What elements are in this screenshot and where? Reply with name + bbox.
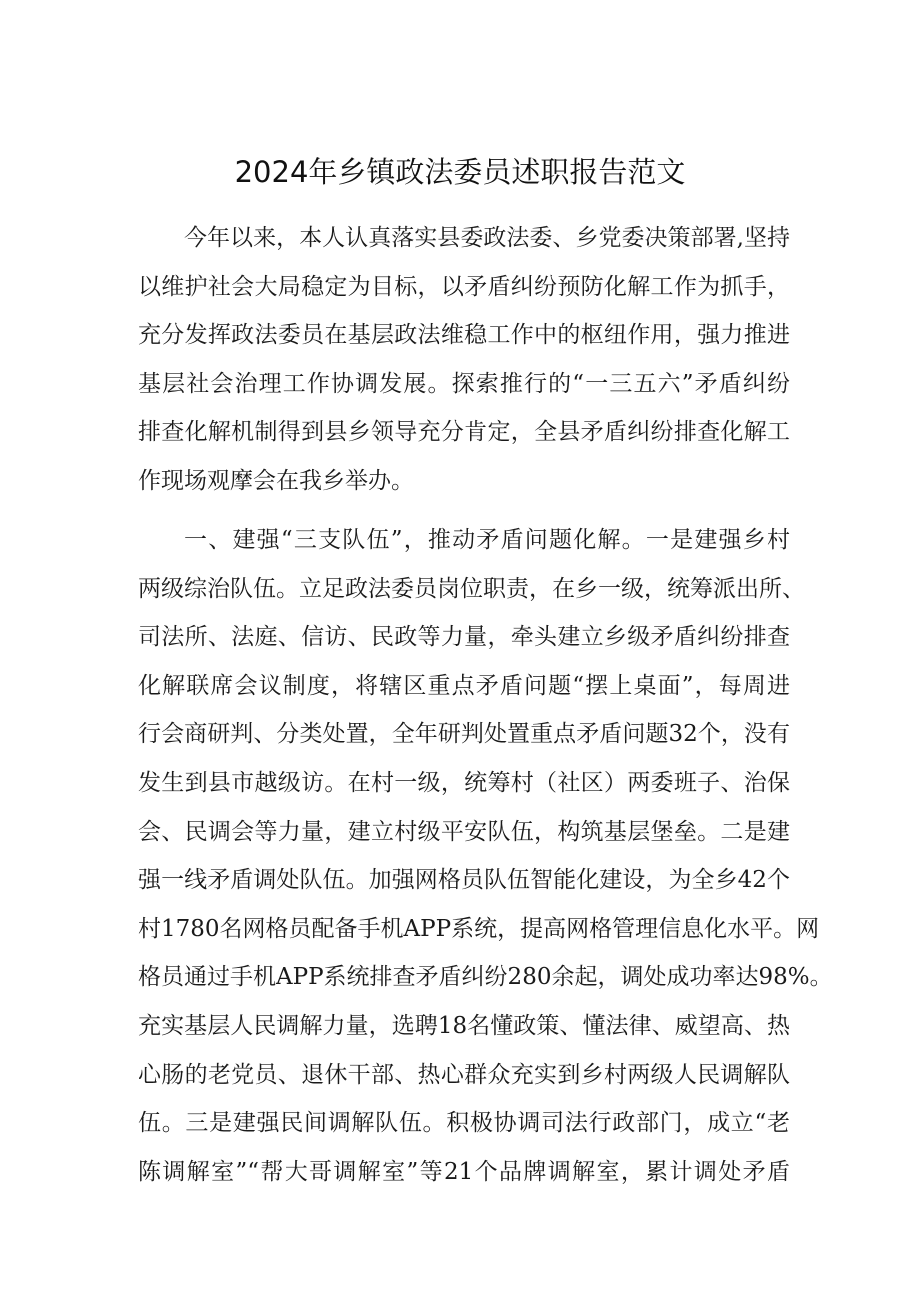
- paragraph-line: 村1780名网格员配备手机APP系统，提高网格管理信息化水平。网: [138, 915, 820, 942]
- paragraph-line: 发生到县市越级访。在村一级，统筹村（社区）两委班子、治保: [138, 769, 790, 796]
- paragraph-line: 作现场观摩会在我乡举办。: [138, 467, 414, 494]
- paragraph-line: 化解联席会议制度，将辖区重点矛盾问题“摆上桌面”，每周进: [138, 672, 790, 699]
- paragraph-line: 充分发挥政法委员在基层政法维稳工作中的枢纽作用，强力推进: [138, 322, 790, 349]
- paragraph-line: 两级综治队伍。立足政法委员岗位职责，在乡一级，统筹派出所、: [138, 575, 805, 602]
- paragraph-line: 司法所、法庭、信访、民政等力量，牵头建立乡级矛盾纠纷排查: [138, 624, 790, 651]
- document-title: 2024年乡镇政法委员述职报告范文: [234, 155, 686, 189]
- paragraph-section-one: [138, 516, 833, 1196]
- paragraph-line: 会、民调会等力量，建立村级平安队伍，构筑基层堡垒。二是建: [138, 818, 790, 845]
- paragraph-line: 心肠的老党员、退休干部、热心群众充实到乡村两级人民调解队: [138, 1061, 790, 1088]
- paragraph-line: 一、建强“三支队伍”，推动矛盾问题化解。一是建强乡村: [184, 527, 790, 553]
- paragraph-line: 伍。三是建强民间调解队伍。积极协调司法行政部门，成立“老: [138, 1110, 790, 1137]
- paragraph-line: 行会商研判、分类处置，全年研判处置重点矛盾问题32个，没有: [138, 721, 790, 748]
- paragraph-line: 以维护社会大局稳定为目标，以矛盾纠纷预防化解工作为抓手，: [138, 273, 790, 300]
- paragraph-line: 充实基层人民调解力量，选聘18名懂政策、懂法律、威望高、热: [138, 1012, 790, 1039]
- paragraph-line: 陈调解室”“帮大哥调解室”等21个品牌调解室，累计调处矛盾: [138, 1158, 790, 1185]
- paragraph-line: 基层社会治理工作协调发展。探索推行的“一三五六”矛盾纠纷: [138, 370, 790, 397]
- paragraph-line: 今年以来，本人认真落实县委政法委、乡党委决策部署,坚持: [184, 225, 790, 251]
- paragraph-line: 强一线矛盾调处队伍。加强网格员队伍智能化建设，为全乡42个: [138, 867, 790, 894]
- paragraph-line: 排查化解机制得到县乡领导充分肯定，全县矛盾纠纷排查化解工: [138, 419, 790, 446]
- paragraph-line: 格员通过手机APP系统排查矛盾纠纷280余起，调处成功率达98%。: [138, 964, 833, 991]
- paragraph-intro: [138, 214, 790, 506]
